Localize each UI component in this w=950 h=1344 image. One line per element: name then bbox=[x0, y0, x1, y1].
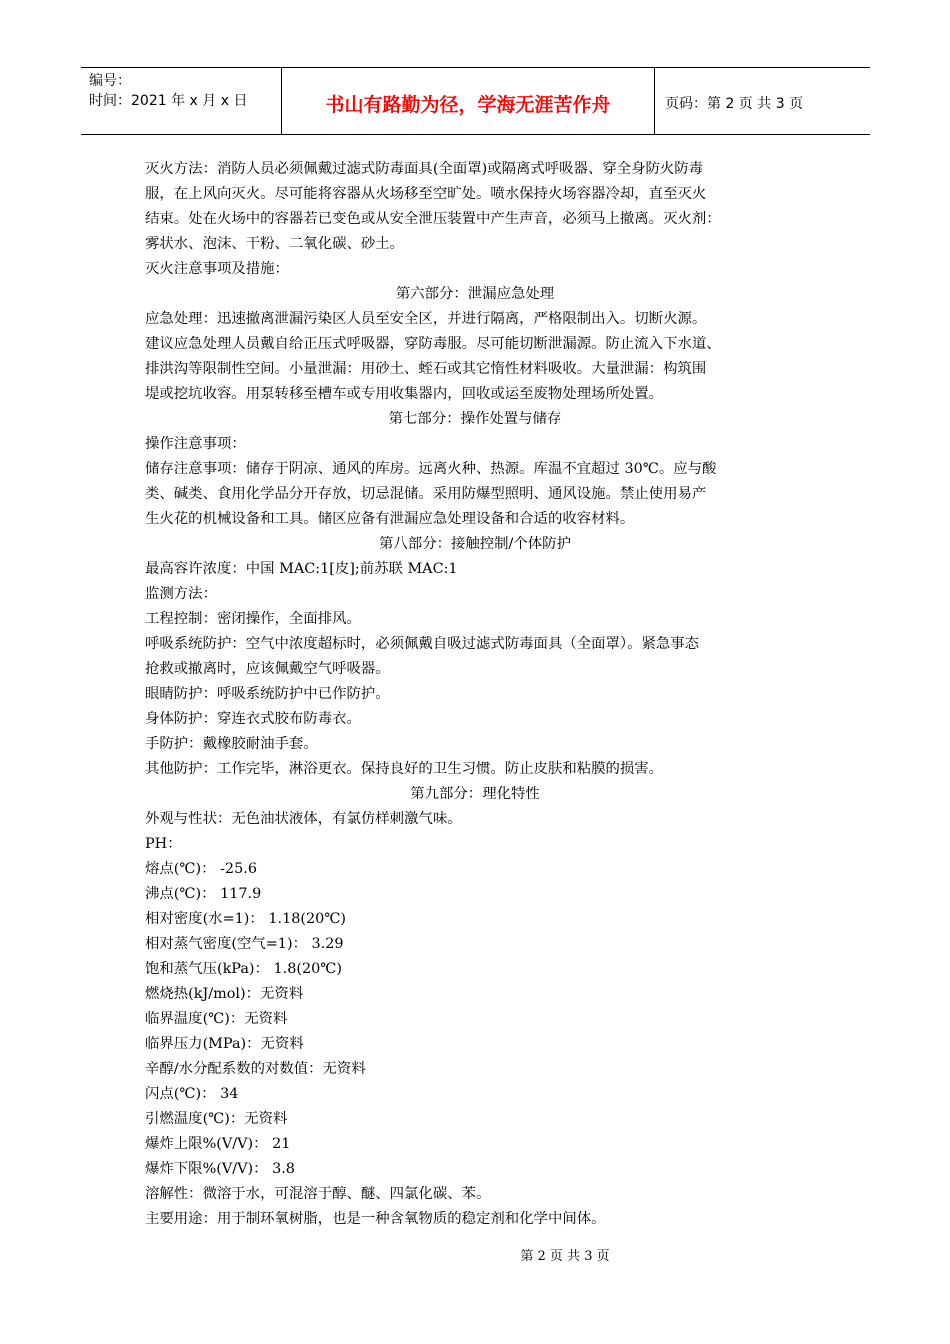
text-line: 呼吸系统防护：空气中浓度超标时，必须佩戴自吸过滤式防毒面具（全面罩）。紧急事态 bbox=[145, 636, 700, 652]
text-line: 操作注意事项： bbox=[145, 436, 246, 452]
text-line: 雾状水、泡沫、干粉、二氧化碳、砂土。 bbox=[145, 236, 405, 252]
text-line: 主要用途：用于制环氧树脂，也是一种含氧物质的稳定剂和化学中间体。 bbox=[145, 1211, 606, 1227]
document-body bbox=[145, 157, 805, 1232]
section-heading: 第九部分：理化特性 bbox=[410, 786, 540, 802]
text-line: 手防护：戴橡胶耐油手套。 bbox=[145, 736, 318, 752]
text-line: 爆炸上限%(V/V)： 21 bbox=[145, 1136, 291, 1152]
header-meta bbox=[81, 68, 282, 134]
text-line: 相对蒸气密度(空气=1)： 3.29 bbox=[145, 936, 344, 952]
page-header bbox=[81, 67, 870, 135]
document-date: 时间：2021 年 x 月 x 日 bbox=[89, 93, 248, 109]
text-line: 服，在上风向灭火。尽可能将容器从火场移至空旷处。喷水保持火场容器冷却，直至灭火 bbox=[145, 186, 707, 202]
text-line: 相对密度(水=1)： 1.18(20℃) bbox=[145, 911, 347, 927]
page-footer: 第 2 页 共 3 页 bbox=[520, 1249, 610, 1264]
section-heading: 第八部分：接触控制/个体防护 bbox=[379, 536, 571, 552]
header-motto: 书山有路勤为径，学海无涯苦作舟 bbox=[282, 68, 655, 134]
text-line: 引燃温度(℃)：无资料 bbox=[145, 1111, 288, 1127]
text-line: 沸点(℃)： 117.9 bbox=[145, 886, 262, 902]
text-line: 灭火注意事项及措施： bbox=[145, 261, 289, 277]
text-line: 临界压力(MPa)：无资料 bbox=[145, 1036, 304, 1052]
text-line: 结束。处在火场中的容器若已变色或从安全泄压装置中产生声音，必须马上撤离。灭火剂： bbox=[145, 211, 721, 227]
text-line: 应急处理：迅速撤离泄漏污染区人员至安全区，并进行隔离，严格限制出入。切断火源。 bbox=[145, 311, 707, 327]
text-line: 储存注意事项：储存于阴凉、通风的库房。远离火种、热源。库温不宜超过 30℃。应与酸 bbox=[145, 461, 717, 477]
text-line: 闪点(℃)： 34 bbox=[145, 1086, 239, 1102]
text-line: 灭火方法：消防人员必须佩戴过滤式防毒面具(全面罩)或隔离式呼吸器、穿全身防火防毒 bbox=[145, 161, 704, 177]
text-line: 外观与性状：无色油状液体，有氯仿样刺激气味。 bbox=[145, 811, 462, 827]
text-line: 燃烧热(kJ/mol)：无资料 bbox=[145, 986, 304, 1002]
text-line: 眼睛防护：呼吸系统防护中已作防护。 bbox=[145, 686, 390, 702]
section-heading: 第七部分：操作处置与储存 bbox=[388, 411, 562, 427]
text-line: 熔点(℃)： -25.6 bbox=[145, 861, 257, 877]
text-line: 类、碱类、食用化学品分开存放，切忌混储。采用防爆型照明、通风设施。禁止使用易产 bbox=[145, 486, 707, 502]
text-line: 身体防护：穿连衣式胶布防毒衣。 bbox=[145, 711, 361, 727]
document-number-label: 编号： bbox=[89, 73, 131, 89]
text-line: 监测方法： bbox=[145, 586, 217, 602]
text-line: 溶解性：微溶于水，可混溶于醇、醚、四氯化碳、苯。 bbox=[145, 1186, 491, 1202]
text-line: 排洪沟等限制性空间。小量泄漏：用砂土、蛭石或其它惰性材料吸收。大量泄漏：构筑围 bbox=[145, 361, 707, 377]
text-line: 最高容许浓度：中国 MAC:1[皮];前苏联 MAC:1 bbox=[145, 561, 458, 577]
text-line: 抢救或撤离时，应该佩戴空气呼吸器。 bbox=[145, 661, 390, 677]
text-line: 爆炸下限%(V/V)： 3.8 bbox=[145, 1161, 295, 1177]
text-line: 临界温度(℃)：无资料 bbox=[145, 1011, 288, 1027]
header-page-info: 页码：第 2 页 共 3 页 bbox=[665, 96, 804, 112]
text-line: 辛醇/水分配系数的对数值：无资料 bbox=[145, 1061, 366, 1077]
text-line: 其他防护：工作完毕，淋浴更衣。保持良好的卫生习惯。防止皮肤和粘膜的损害。 bbox=[145, 761, 664, 777]
text-line: 建议应急处理人员戴自给正压式呼吸器，穿防毒服。尽可能切断泄漏源。防止流入下水道、 bbox=[145, 336, 721, 352]
text-line: 工程控制：密闭操作，全面排风。 bbox=[145, 611, 361, 627]
text-line: 饱和蒸气压(kPa)： 1.8(20℃) bbox=[145, 961, 343, 977]
text-line: PH： bbox=[145, 836, 182, 852]
section-heading: 第六部分：泄漏应急处理 bbox=[395, 286, 555, 302]
text-line: 堤或挖坑收容。用泵转移至槽车或专用收集器内，回收或运至废物处理场所处置。 bbox=[145, 386, 664, 402]
text-line: 生火花的机械设备和工具。储区应备有泄漏应急处理设备和合适的收容材料。 bbox=[145, 511, 635, 527]
